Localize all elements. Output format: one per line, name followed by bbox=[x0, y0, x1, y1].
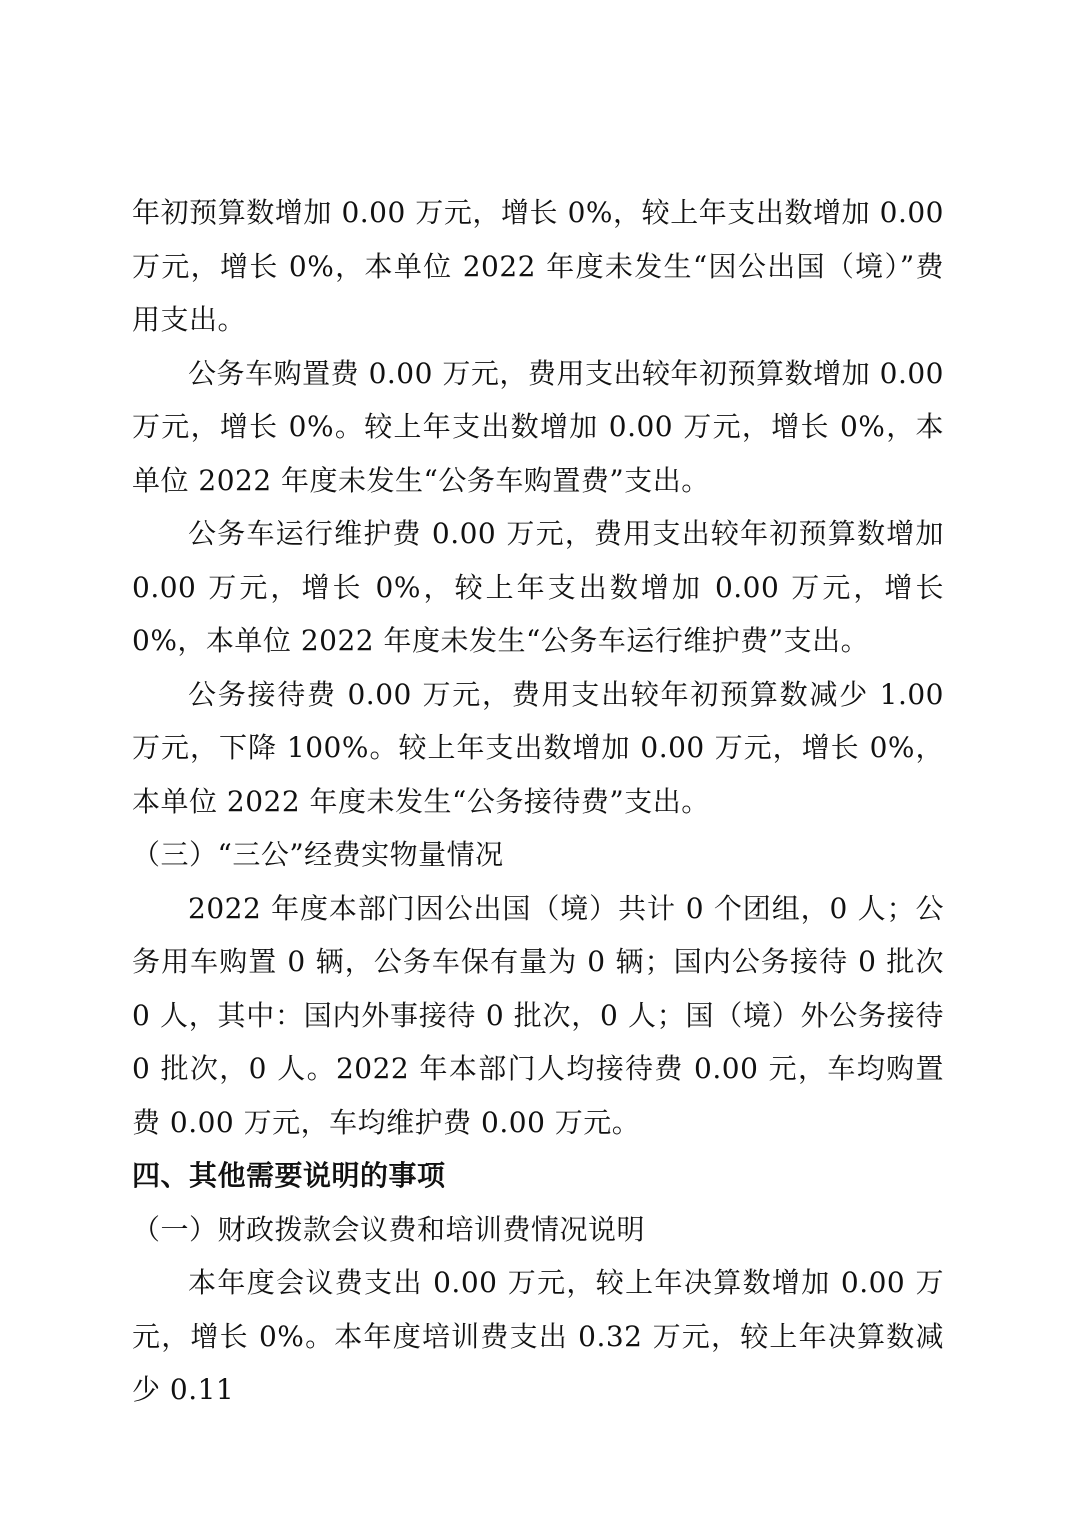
paragraph-reception: 公务接待费 0.00 万元，费用支出较年初预算数减少 1.00 万元，下降 100%。较上年支出数增加 0.00 万元，增长 0%，本单位 2022 年度未发生“公务接待费”支出。 bbox=[132, 677, 944, 818]
paragraph-meeting-training: 本年度会议费支出 0.00 万元，较上年决算数增加 0.00 万元，增长 0%。本年度培训费支出 0.32 万元，较上年决算数减少 0.11 bbox=[132, 1266, 944, 1406]
document-body bbox=[132, 186, 944, 1417]
section-heading-physical-quantity: （三）“三公”经费实物量情况 bbox=[132, 838, 504, 871]
section-heading-meeting-training: （一）财政拨款会议费和培训费情况说明 bbox=[132, 1212, 646, 1246]
paragraph-vehicle-purchase: 公务车购置费 0.00 万元，费用支出较年初预算数增加 0.00 万元，增长 0%。较上年支出数增加 0.00 万元，增长 0%，本单位 2022 年度未发生“公务车购置费”支出。 bbox=[132, 356, 944, 497]
paragraph-vehicle-maintenance: 公务车运行维护费 0.00 万元，费用支出较年初预算数增加 0.00 万元，增长 0%，较上年支出数增加 0.00 万元，增长 0%，本单位 2022 年度未发生“公务车运行维护费”支出。 bbox=[132, 517, 944, 657]
paragraph-overseas-travel-tail: 年初预算数增加 0.00 万元，增长 0%，较上年支出数增加 0.00 万元，增长 0%，本单位 2022 年度未发生“因公出国（境）”费用支出。 bbox=[132, 196, 944, 336]
section-heading-other-matters: 四、其他需要说明的事项 bbox=[132, 1159, 446, 1192]
paragraph-physical-quantity: 2022 年度本部门因公出国（境）共计 0 个团组，0 人；公务用车购置 0 辆，公务车保有量为 0 辆；国内公务接待 0 批次 0 人，其中：国内外事接待 0 批次，0 人；国（境）外公务接待 0 批次，0 人。2022 年本部门人均接待费 0.00 元，车均购置费 0.00 万元，车均维护费 0.00 万元。 bbox=[132, 891, 944, 1139]
